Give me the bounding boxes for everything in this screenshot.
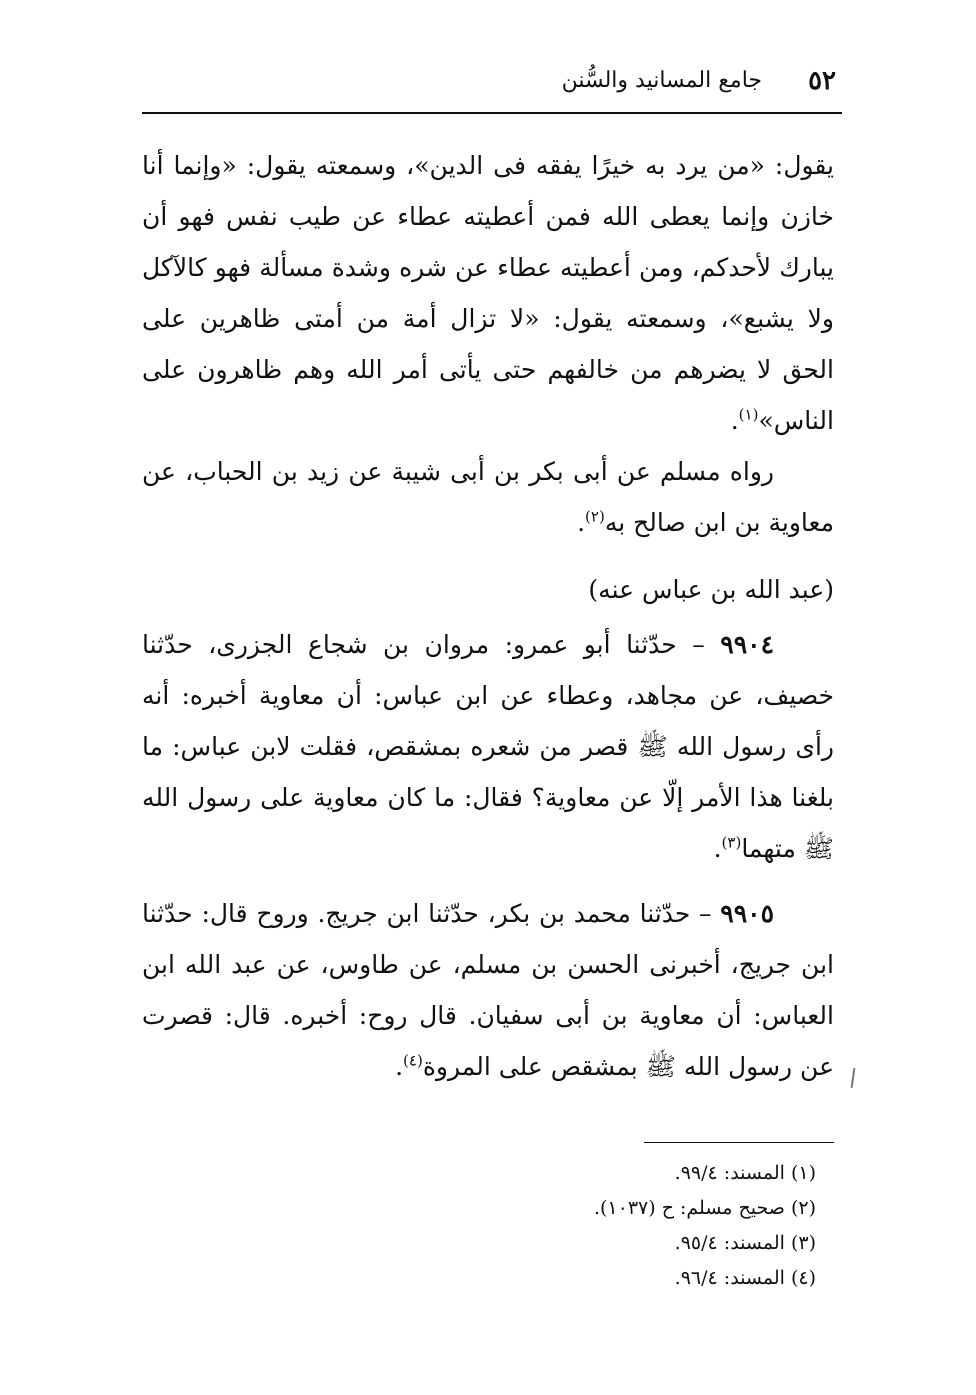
header-rule <box>142 112 842 114</box>
running-title: جامع المسانيد والسُّنن <box>561 68 762 93</box>
footnote-2: (٢) صحيح مسلم: ح (١٠٣٧). <box>593 1197 816 1219</box>
footnote-ref-3: (٣) <box>721 833 742 852</box>
paragraph-narration <box>142 446 834 548</box>
footnotes <box>316 1156 816 1296</box>
hadith-number: ٩٩٠٥ <box>720 899 774 928</box>
page-number: ٥٢ <box>808 66 836 96</box>
paragraph-text: يقول: «من يرد به خيرًا يفقه فى الدين»، وسمعته يقول: «وإنما أنا خازن وإنما يعطى الله فمن أعطيته عطاء عن طيب نفس فهو أن يبارك لأحدكم، ومن أعطيته عطاء عن شره وشدة مسألة فهو كالآكل ولا يشبع»، وسمعته يقول: «لا تزال أمة من أمتى ظاهرين على الحق لا يضرهم من خالفهم حتى يأتى أمر الله وهم ظاهرون على الناس» <box>142 151 834 435</box>
hadith-text: – حدّثنا محمد بن بكر، حدّثنا ابن جريج. وروح قال: حدّثنا ابن جريج، أخبرنى الحسن بن مسلم، عن طاوس، عن عبد الله ابن العباس: أن معاوية بن أبى سفيان. قال روح: أخبره. قال: قصرت عن رسول الله ﷺ بمشقص على المروة <box>142 899 834 1081</box>
paragraph-end: . <box>577 508 586 537</box>
paragraph-hadith-continuation <box>142 140 834 446</box>
paragraph-end: . <box>730 406 739 435</box>
hadith-9904 <box>142 619 834 874</box>
footnote-1: (١) المسند: ٩٩/٤. <box>674 1162 816 1184</box>
paragraph-text: رواه مسلم عن أبى بكر بن أبى شيبة عن زيد بن الحباب، عن معاوية بن ابن صالح به <box>142 457 834 537</box>
main-text <box>142 140 834 1092</box>
hadith-end: . <box>395 1052 404 1081</box>
footnote-3: (٣) المسند: ٩٥/٤. <box>674 1232 816 1254</box>
scan-mark <box>851 1068 856 1088</box>
footnote-rule <box>644 1142 834 1143</box>
hadith-9905 <box>142 888 834 1092</box>
page-header <box>142 60 842 108</box>
paragraph-gap <box>142 874 834 888</box>
footnote-ref-4: (٤) <box>403 1051 423 1070</box>
hadith-end: . <box>713 834 722 863</box>
hadith-number: ٩٩٠٤ <box>720 630 774 659</box>
hadith-text: – حدّثنا أبو عمرو: مروان بن شجاع الجزرى، حدّثنا خصيف، عن مجاهد، وعطاء عن ابن عباس: أن معاوية أخبره: أنه رأى رسول الله ﷺ قصر من شعره بمشقص، فقلت لابن عباس: ما بلغنا هذا الأمر إلّا عن معاوية؟ فقال: ما كان معاوية على رسول الله ﷺ متهما <box>142 630 834 863</box>
footnote-4: (٤) المسند: ٩٦/٤. <box>674 1267 816 1289</box>
footnote-ref-1: (١) <box>738 405 759 424</box>
footnote-ref-2: (٢) <box>585 507 605 526</box>
section-heading: (عبد الله بن عباس عنه) <box>588 575 834 604</box>
